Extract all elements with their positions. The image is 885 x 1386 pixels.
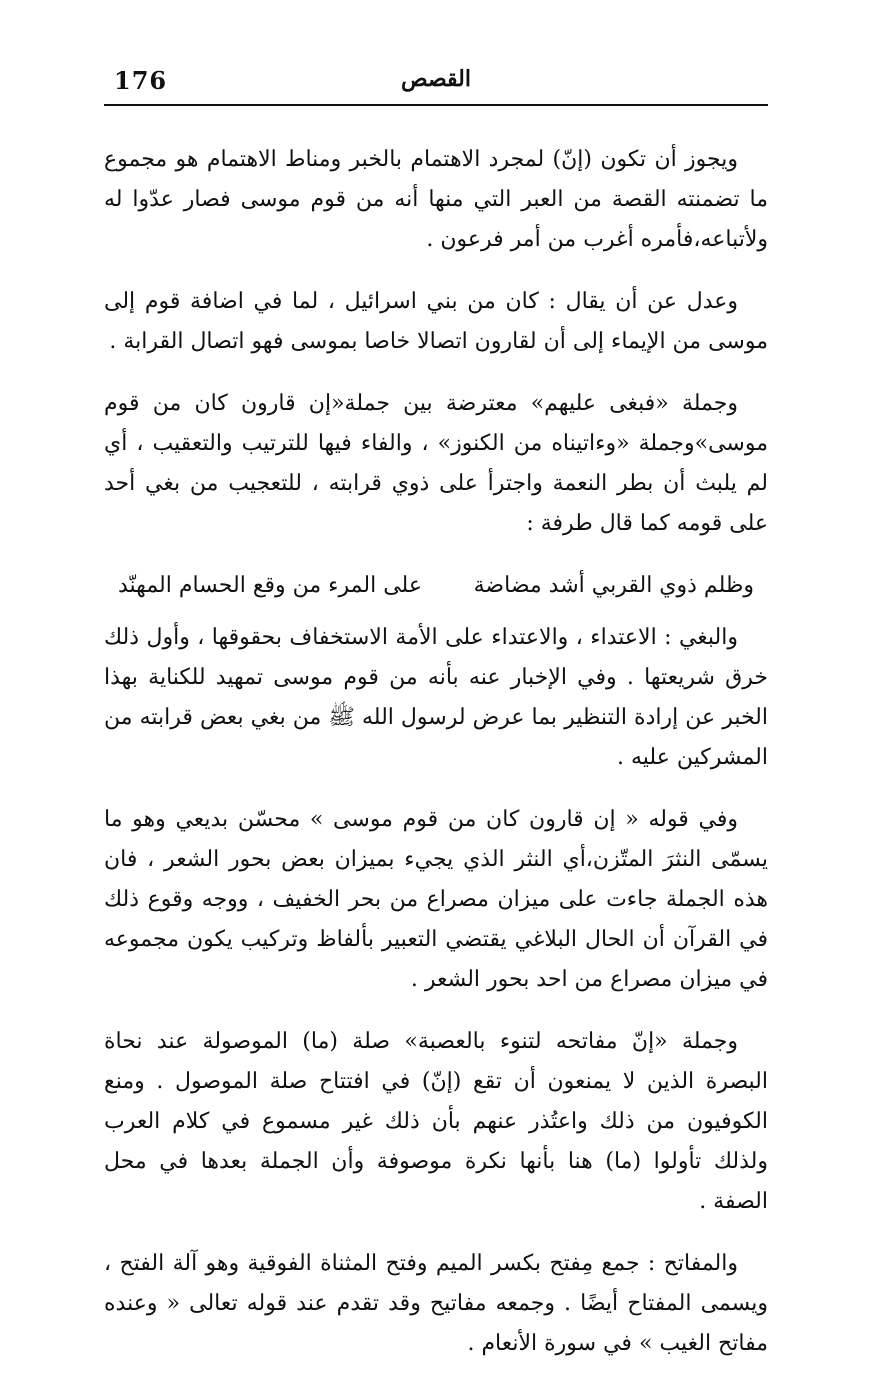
page-number: 176 xyxy=(114,66,168,95)
verse-second-hemistich: على المرء من وقع الحسام المهنّد xyxy=(118,573,422,598)
page-header xyxy=(104,62,768,102)
paragraph-mafatih: والمفاتح : جمع مِفتح بكسر الميم وفتح المثناة الفوقية وهو آلة الفتح ، ويسمى المفتاح أيضًا . وجمعه مفاتيح وقد تقدم عند قوله تعالى « وعنده مفاتح الغيب » في سورة الأنعام . xyxy=(104,1251,768,1356)
paragraph-emphasis-inna: ويجوز أن تكون (إنّ) لمجرد الاهتمام بالخبر ومناط الاهتمام هو مجموع ما تضمنته القصة من العبر التي منها أنه من قوم موسى فصار عدّوا له ولأتباعه،فأمره أغرب من أمر فرعون . xyxy=(104,147,768,252)
header-rule xyxy=(104,104,768,106)
paragraph-mafatihahu: وجملة «إنّ مفاتحه لتنوء بالعصبة» صلة (ما) الموصولة عند نحاة البصرة الذين لا يمنعون أن تقع (إنّ) في افتتاح صلة الموصول . ومنع الكوفيون من ذلك واعتُذر عنهم بأن ذلك غير مسموع في كلام العرب ولذلك تأولوا (ما) هنا بأنها نكرة موصوفة وأن الجملة بعدها في محل الصفة . xyxy=(104,1029,768,1214)
paragraph-muhassin-badii: وفي قوله « إن قارون كان من قوم موسى » محسّن بديعي وهو ما يسمّى النثرَ المتّزن،أي النثر الذي يجيء بميزان بعض بحور الشعر ، فان هذه الجملة جاءت على ميزان مصراع من بحر الخفيف ، ووجه وقوع ذلك في القرآن أن الحال البلاغي يقتضي التعبير بألفاظ وتركيب يكون مجموعه في ميزان مصراع من احد بحور الشعر . xyxy=(104,807,768,992)
poetry-verse xyxy=(104,566,768,606)
paragraph-fabagha: وجملة «فبغى عليهم» معترضة بين جملة«إن قارون كان من قوم موسى»وجملة «وءاتيناه من الكنوز» ، والفاء فيها للترتيب والتعقيب ، أي لم يلبث أن بطر النعمة واجترأ على ذوي قرابته ، للتعجيب من بغي أحد على قومه كما قال طرفة : xyxy=(104,391,768,536)
verse-first-hemistich: وظلم ذوي القربي أشد مضاضة xyxy=(473,573,754,598)
body-text xyxy=(104,140,768,1386)
running-title: القصص xyxy=(401,66,471,92)
paragraph-qawm-musa: وعدل عن أن يقال : كان من بني اسرائيل ، لما في اضافة قوم إلى موسى من الإيماء إلى أن لقارون اتصالا خاصا بموسى فهو اتصال القرابة . xyxy=(104,289,768,354)
paragraph-baghy: والبغي : الاعتداء ، والاعتداء على الأمة الاستخفاف بحقوقها ، وأول ذلك خرق شريعتها . وفي الإخبار عنه بأنه من قوم موسى تمهيد للكناية بهذا الخبر عن إرادة التنظير بما عرض لرسول الله ﷺ من بغي بعض قرابته من المشركين عليه . xyxy=(104,625,768,770)
